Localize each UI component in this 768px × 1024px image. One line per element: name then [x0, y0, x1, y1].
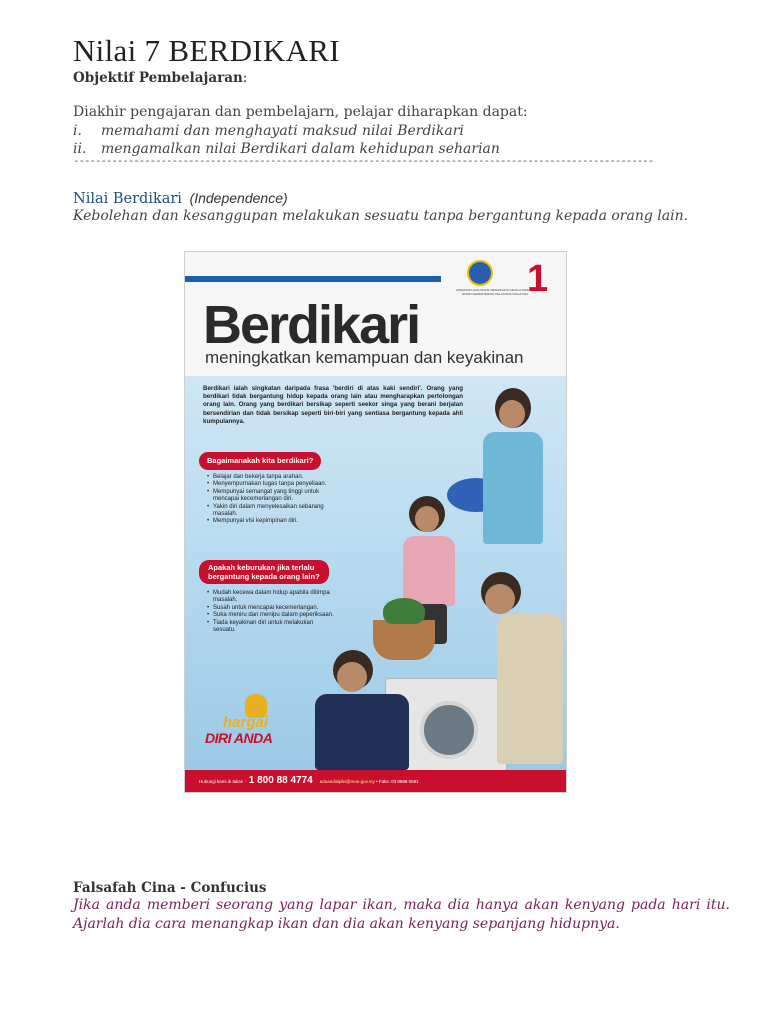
- list-item: • Susah untuk mencapai kecemerlangan.: [207, 605, 337, 612]
- page-title: Nilai 7 BERDIKARI: [73, 33, 340, 68]
- objective-heading-colon: :: [242, 70, 248, 86]
- girl-washing-figure: [473, 388, 553, 548]
- list-item: • Tiada keyakinan diri untuk melakukan sesuatu.: [207, 620, 337, 635]
- harm-bullet-list: [207, 590, 337, 634]
- value-term: Nilai Berdikari: [73, 191, 182, 207]
- poster-blue-bar: [185, 276, 441, 282]
- boy-kneeling-figure: [309, 650, 419, 770]
- value-definition: Kebolehan dan kesanggupan melakukan sesuatu tanpa bergantung kepada orang lain.: [73, 208, 689, 224]
- poster-intro-paragraph: Berdikari ialah singkatan daripada frasa 'berdiri di atas kaki sendiri'. Orang yang berdikari tidak bergantung hidup kepada orang lain atau mengharapkan pertolongan orang lain. Orang yang berdikari bersikap seperti seekor singa yang berani berjalan bersendirian dan tidak bersikap seperti biri-biri yang sentiasa bergantung kepada ahli kumpulannya.: [203, 385, 463, 425]
- question-pill-harm: [199, 560, 329, 584]
- list-item: • Menyempurnakan tugas tanpa penyeliaan.: [207, 481, 337, 488]
- list-item: • Mudah kecewa dalam hidup apabila ditimpa masalah.: [207, 590, 337, 605]
- ministry-caption: JAWATANKUASA INDUK MENANGANI GEJALA DISIPLIN MURID KEMENTERIAN PELAJARAN MALAYSIA: [455, 288, 535, 296]
- quote-text: Jika anda memberi seorang yang lapar ikan, maka dia hanya akan kenyang pada hari itu. Ajarlah dia cara menangkap ikan dan dia akan kenyang sepanjang hidupnya.: [73, 897, 730, 932]
- contact-email: aduandisiplin@moe.gov.my: [319, 779, 375, 784]
- berdikari-poster: [184, 251, 567, 793]
- one-malaysia-logo-icon: 1: [527, 258, 549, 300]
- dashed-divider: ----------------------------------------------------------------------------------------------------------: [73, 154, 654, 167]
- list-item-text: mengamalkan nilai Berdikari dalam kehidupan seharian: [101, 141, 500, 157]
- list-item: [73, 122, 500, 140]
- objective-list: [73, 122, 500, 158]
- list-item-number: i.: [73, 123, 82, 139]
- hargai-diri-badge: [201, 694, 297, 750]
- question-pill-line: bergantung kepada orang lain?: [208, 572, 320, 581]
- list-item: • Suka meniru dan menipu dalam peperiksaan.: [207, 612, 337, 619]
- how-bullet-list: [207, 474, 337, 526]
- poster-footer-bar: [185, 770, 566, 792]
- objective-heading: [73, 70, 247, 86]
- poster-brand: Berdikari: [203, 295, 420, 355]
- poster-tagline: meningkatkan kemampuan dan keyakinan: [205, 348, 524, 367]
- question-pill-how: Bagaimanakah kita berdikari?: [199, 452, 321, 470]
- contact-fax: Faks: 03 8888 0681: [378, 779, 419, 784]
- objective-intro: Diakhir pengajaran dan pembelajarn, pelajar diharapkan dapat:: [73, 104, 528, 120]
- list-item: • Mempunyai semangat yang tinggi untuk mencapai kecemerlangan diri.: [207, 489, 337, 504]
- question-pill-line: Apakah keburukan jika terlalu: [208, 563, 315, 572]
- list-item-number: ii.: [73, 141, 87, 157]
- badge-word-hargai: hargai: [223, 714, 269, 731]
- list-item: • Belajar dan bekerja tanpa arahan.: [207, 474, 337, 481]
- contact-phone: 1 800 88 4774: [248, 775, 313, 786]
- contact-label: Hubungi kami di talian :: [199, 779, 246, 784]
- value-english: (Independence): [189, 190, 288, 206]
- value-heading: [73, 190, 288, 207]
- quote-source: Falsafah Cina - Confucius: [73, 880, 267, 896]
- poster-contact: Hubungi kami di talian : 1 800 88 4774 aduandisiplin@moe.gov.my • Faks: 03 8888 0681: [199, 775, 419, 786]
- list-item-text: memahami dan menghayati maksud nilai Berdikari: [101, 123, 464, 139]
- list-item: • Mempunyai visi kepimpinan diri.: [207, 518, 337, 525]
- list-item: • Yakin diri dalam menyelesaikan sebarang masalah.: [207, 504, 337, 519]
- boy-standing-figure: [467, 572, 563, 772]
- badge-word-diri-anda: DIRI ANDA: [205, 730, 273, 746]
- ministry-crest-icon: [467, 260, 493, 286]
- objective-heading-text: Objektif Pembelajaran: [73, 70, 243, 86]
